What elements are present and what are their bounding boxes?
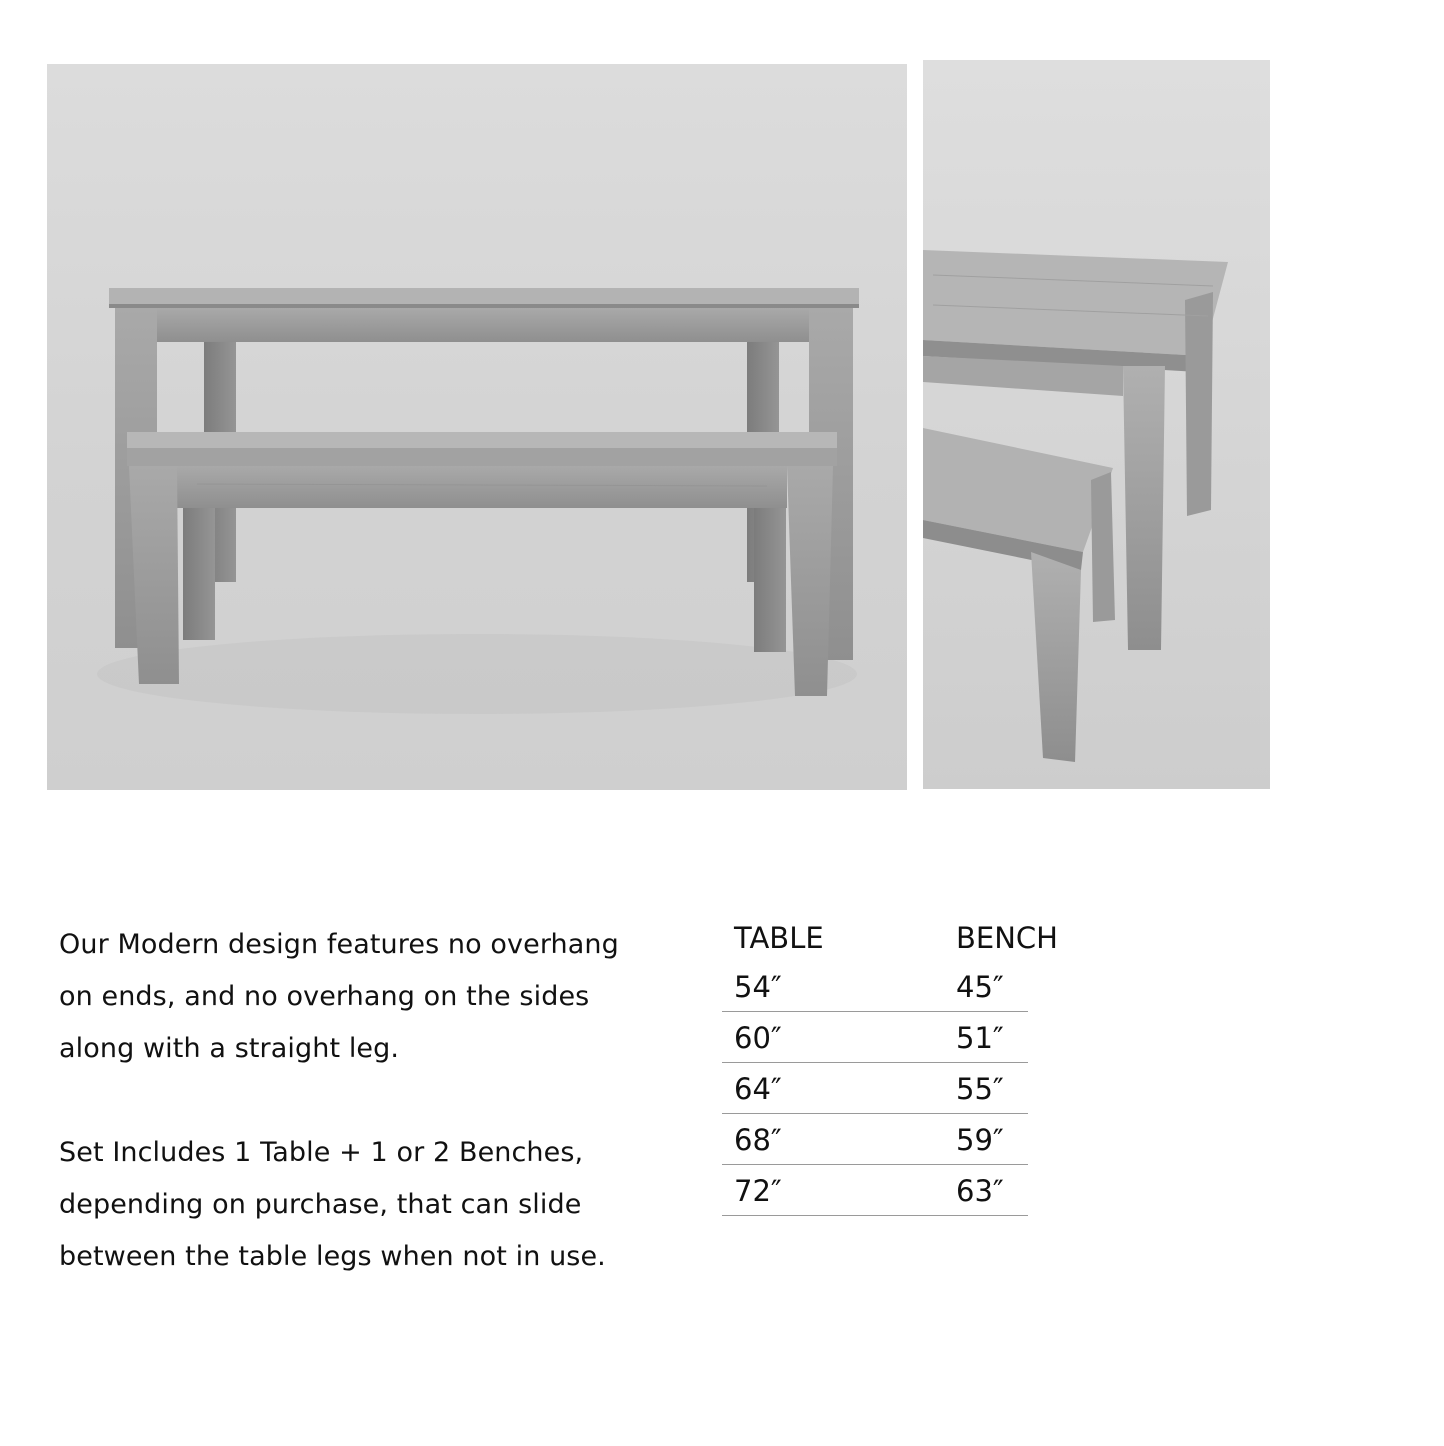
product-description bbox=[59, 919, 659, 1283]
table-size: 68″ bbox=[734, 1122, 782, 1157]
bench-size: 59″ bbox=[956, 1122, 1004, 1157]
header-table: TABLE bbox=[734, 921, 824, 955]
table-row bbox=[722, 1114, 1142, 1165]
bench-size: 51″ bbox=[956, 1020, 1004, 1055]
table-size: 64″ bbox=[734, 1071, 782, 1106]
table-bench-front-photo bbox=[47, 64, 907, 790]
table-row bbox=[722, 1063, 1142, 1114]
bench-size: 55″ bbox=[956, 1071, 1004, 1106]
table-bench-corner-image bbox=[923, 60, 1270, 789]
table-row bbox=[722, 1012, 1142, 1063]
description-paragraph-1: Our Modern design features no overhang on ends, and no overhang on the sides along with a straight leg. bbox=[59, 929, 619, 1064]
bench-size: 45″ bbox=[956, 969, 1004, 1004]
table-row bbox=[722, 1165, 1142, 1216]
size-table-header bbox=[722, 915, 1142, 961]
table-size: 54″ bbox=[734, 969, 782, 1004]
table-bench-front-image bbox=[47, 64, 907, 790]
table-size: 72″ bbox=[734, 1173, 782, 1208]
table-size: 60″ bbox=[734, 1020, 782, 1055]
table-bench-corner-photo bbox=[923, 60, 1270, 789]
size-table bbox=[722, 915, 1142, 1216]
table-row bbox=[722, 961, 1142, 1012]
header-bench: BENCH bbox=[956, 921, 1058, 955]
bench-size: 63″ bbox=[956, 1173, 1004, 1208]
description-paragraph-2: Set Includes 1 Table + 1 or 2 Benches, depending on purchase, that can slide between the table legs when not in use. bbox=[59, 1137, 606, 1272]
